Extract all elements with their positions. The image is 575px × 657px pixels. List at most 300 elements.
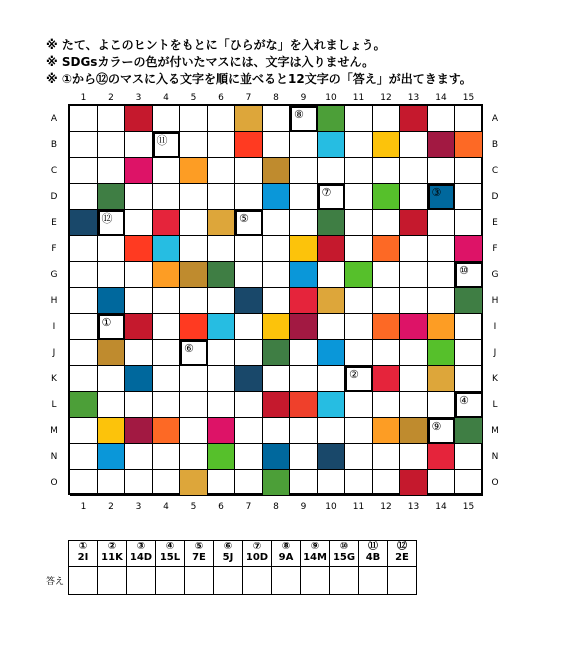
blank-cell[interactable] — [290, 418, 318, 444]
blank-cell[interactable] — [235, 314, 263, 340]
answer-label: 答え — [46, 577, 65, 587]
colored-cell — [98, 340, 126, 366]
blank-cell[interactable] — [125, 210, 153, 236]
row-label-right-e: E — [492, 218, 498, 228]
marked-cell[interactable] — [290, 106, 318, 132]
blank-cell[interactable] — [318, 366, 346, 392]
colored-cell — [318, 210, 346, 236]
blank-cell[interactable] — [98, 132, 126, 158]
answer-input-cell[interactable] — [185, 567, 214, 595]
colored-cell — [290, 392, 318, 418]
colored-cell — [70, 392, 98, 418]
colored-cell — [455, 418, 483, 444]
colored-cell — [263, 340, 291, 366]
blank-cell[interactable] — [400, 340, 428, 366]
answer-clue: 15G — [330, 552, 359, 567]
marked-cell[interactable] — [98, 210, 126, 236]
instruction-line-2: ※ SDGsカラーの色が付いたマスには、文字は入りません。 — [46, 55, 375, 69]
blank-cell[interactable] — [263, 106, 291, 132]
blank-cell[interactable] — [153, 288, 181, 314]
column-label-top-4: 4 — [163, 93, 169, 103]
marked-cell[interactable] — [345, 366, 373, 392]
colored-cell — [98, 444, 126, 470]
blank-cell[interactable] — [235, 158, 263, 184]
answer-input-cell[interactable] — [69, 567, 98, 595]
blank-cell[interactable] — [400, 158, 428, 184]
marked-cell[interactable] — [98, 314, 126, 340]
blank-cell[interactable] — [235, 340, 263, 366]
blank-cell[interactable] — [455, 314, 483, 340]
blank-cell[interactable] — [125, 288, 153, 314]
blank-cell[interactable] — [98, 470, 126, 496]
answer-symbol: ⑩ — [330, 541, 359, 553]
blank-cell[interactable] — [153, 340, 181, 366]
blank-cell[interactable] — [428, 288, 456, 314]
colored-cell — [208, 262, 236, 288]
colored-cell — [263, 158, 291, 184]
colored-cell — [318, 106, 346, 132]
blank-cell[interactable] — [373, 262, 401, 288]
blank-cell[interactable] — [98, 262, 126, 288]
blank-cell[interactable] — [373, 158, 401, 184]
colored-cell — [263, 314, 291, 340]
answer-input-cell[interactable] — [330, 567, 359, 595]
blank-cell[interactable] — [153, 184, 181, 210]
row-label-right-g: G — [491, 270, 499, 280]
marked-cell[interactable] — [455, 392, 483, 418]
column-label-top-7: 7 — [245, 93, 252, 103]
row-label-left-m: M — [50, 426, 58, 436]
colored-cell — [125, 236, 153, 262]
blank-cell[interactable] — [180, 132, 208, 158]
blank-cell[interactable] — [400, 366, 428, 392]
blank-cell[interactable] — [70, 184, 98, 210]
answer-symbol: ⑧ — [272, 541, 301, 553]
colored-cell — [373, 132, 401, 158]
colored-cell — [125, 158, 153, 184]
blank-cell[interactable] — [153, 314, 181, 340]
blank-cell[interactable] — [180, 444, 208, 470]
marked-cell[interactable] — [455, 262, 483, 288]
answer-input-cell[interactable] — [272, 567, 301, 595]
colored-cell — [235, 288, 263, 314]
blank-cell[interactable] — [208, 470, 236, 496]
blank-cell[interactable] — [428, 158, 456, 184]
cell-marker-number: ⑪ — [156, 134, 168, 147]
blank-cell[interactable] — [290, 366, 318, 392]
row-label-right-a: A — [491, 114, 499, 124]
colored-cell — [428, 340, 456, 366]
blank-cell[interactable] — [345, 444, 373, 470]
colored-cell — [290, 288, 318, 314]
answer-clue: 2E — [388, 552, 417, 567]
blank-cell[interactable] — [208, 132, 236, 158]
colored-cell — [373, 184, 401, 210]
blank-cell[interactable] — [208, 236, 236, 262]
row-label-left-f: F — [51, 244, 57, 254]
blank-cell[interactable] — [400, 184, 428, 210]
answer-clue: 7E — [185, 552, 214, 567]
marked-cell[interactable] — [428, 418, 456, 444]
colored-cell — [400, 106, 428, 132]
crossword-grid — [68, 104, 483, 495]
row-label-right-d: D — [491, 192, 499, 202]
row-label-left-n: N — [50, 452, 58, 462]
blank-cell[interactable] — [263, 262, 291, 288]
blank-cell[interactable] — [70, 236, 98, 262]
column-label-top-15: 15 — [462, 93, 475, 103]
colored-cell — [180, 158, 208, 184]
column-label-bottom-6: 6 — [218, 502, 224, 512]
blank-cell[interactable] — [345, 470, 373, 496]
colored-cell — [208, 418, 236, 444]
marked-cell[interactable] — [180, 340, 208, 366]
colored-cell — [318, 340, 346, 366]
blank-cell[interactable] — [455, 210, 483, 236]
blank-cell[interactable] — [345, 184, 373, 210]
colored-cell — [428, 444, 456, 470]
column-label-bottom-4: 4 — [163, 502, 169, 512]
row-label-right-f: F — [492, 244, 498, 254]
blank-cell[interactable] — [400, 236, 428, 262]
colored-cell — [235, 106, 263, 132]
cell-marker-number: ③ — [431, 186, 442, 199]
colored-cell — [208, 444, 236, 470]
colored-cell — [125, 366, 153, 392]
blank-cell[interactable] — [373, 288, 401, 314]
colored-cell — [235, 132, 263, 158]
answer-table — [68, 540, 417, 595]
blank-cell[interactable] — [400, 262, 428, 288]
blank-cell[interactable] — [153, 366, 181, 392]
blank-cell[interactable] — [318, 470, 346, 496]
blank-cell[interactable] — [180, 392, 208, 418]
blank-cell[interactable] — [125, 470, 153, 496]
cell-marker-number: ⑦ — [321, 186, 332, 199]
blank-cell[interactable] — [180, 106, 208, 132]
colored-cell — [263, 470, 291, 496]
cell-marker-number: ① — [101, 316, 112, 329]
blank-cell[interactable] — [455, 184, 483, 210]
cell-marker-number: ⑨ — [431, 420, 442, 433]
row-label-left-l: L — [51, 400, 57, 410]
blank-cell[interactable] — [345, 418, 373, 444]
column-label-top-11: 11 — [352, 93, 365, 103]
blank-cell[interactable] — [70, 418, 98, 444]
answer-symbol: ③ — [127, 541, 156, 553]
row-label-left-h: H — [50, 296, 58, 306]
blank-cell[interactable] — [263, 418, 291, 444]
column-label-top-14: 14 — [435, 93, 447, 103]
answer-clue: 11K — [98, 552, 127, 567]
blank-cell[interactable] — [345, 106, 373, 132]
blank-cell[interactable] — [180, 366, 208, 392]
blank-cell[interactable] — [235, 184, 263, 210]
blank-cell[interactable] — [345, 132, 373, 158]
blank-cell[interactable] — [235, 418, 263, 444]
blank-cell[interactable] — [290, 184, 318, 210]
blank-cell[interactable] — [235, 470, 263, 496]
row-label-left-e: E — [51, 218, 57, 228]
blank-cell[interactable] — [428, 236, 456, 262]
colored-cell — [180, 262, 208, 288]
column-label-bottom-15: 15 — [462, 502, 475, 512]
blank-cell[interactable] — [180, 184, 208, 210]
blank-cell[interactable] — [235, 262, 263, 288]
column-label-bottom-8: 8 — [273, 502, 279, 512]
blank-cell[interactable] — [318, 262, 346, 288]
blank-cell[interactable] — [345, 392, 373, 418]
row-label-right-b: B — [491, 140, 499, 150]
column-label-bottom-7: 7 — [245, 502, 252, 512]
answer-symbol: ⑤ — [185, 541, 214, 553]
blank-cell[interactable] — [400, 444, 428, 470]
row-label-right-i: I — [493, 322, 497, 332]
colored-cell — [318, 392, 346, 418]
answer-symbol: ⑦ — [243, 541, 272, 553]
blank-cell[interactable] — [125, 262, 153, 288]
blank-cell[interactable] — [455, 158, 483, 184]
blank-cell[interactable] — [153, 470, 181, 496]
colored-cell — [208, 210, 236, 236]
blank-cell[interactable] — [70, 340, 98, 366]
blank-cell[interactable] — [180, 418, 208, 444]
colored-cell — [290, 236, 318, 262]
colored-cell — [373, 236, 401, 262]
colored-cell — [373, 366, 401, 392]
colored-cell — [428, 366, 456, 392]
answer-clue: 4B — [359, 552, 388, 567]
column-label-bottom-11: 11 — [352, 502, 365, 512]
blank-cell[interactable] — [455, 366, 483, 392]
colored-cell — [125, 418, 153, 444]
blank-cell[interactable] — [428, 392, 456, 418]
blank-cell[interactable] — [400, 392, 428, 418]
blank-cell[interactable] — [345, 288, 373, 314]
blank-cell[interactable] — [98, 158, 126, 184]
row-label-right-k: K — [492, 374, 498, 384]
blank-cell[interactable] — [263, 288, 291, 314]
colored-cell — [98, 184, 126, 210]
blank-cell[interactable] — [345, 236, 373, 262]
blank-cell[interactable] — [208, 366, 236, 392]
blank-cell[interactable] — [235, 236, 263, 262]
blank-cell[interactable] — [263, 236, 291, 262]
blank-cell[interactable] — [373, 106, 401, 132]
column-label-bottom-2: 2 — [108, 502, 114, 512]
blank-cell[interactable] — [345, 340, 373, 366]
blank-cell[interactable] — [70, 262, 98, 288]
blank-cell[interactable] — [208, 158, 236, 184]
blank-cell[interactable] — [208, 106, 236, 132]
blank-cell[interactable] — [98, 236, 126, 262]
blank-cell[interactable] — [455, 106, 483, 132]
blank-cell[interactable] — [373, 444, 401, 470]
row-label-left-k: K — [51, 374, 57, 384]
blank-cell[interactable] — [318, 158, 346, 184]
blank-cell[interactable] — [428, 106, 456, 132]
row-label-right-l: L — [492, 400, 498, 410]
blank-cell[interactable] — [455, 444, 483, 470]
cell-marker-number: ⑩ — [459, 264, 469, 277]
colored-cell — [345, 262, 373, 288]
blank-cell[interactable] — [70, 314, 98, 340]
blank-cell[interactable] — [153, 392, 181, 418]
blank-cell[interactable] — [290, 132, 318, 158]
row-label-left-g: G — [50, 270, 58, 280]
answer-input-cell[interactable] — [388, 567, 417, 595]
colored-cell — [400, 210, 428, 236]
blank-cell[interactable] — [208, 288, 236, 314]
blank-cell[interactable] — [345, 158, 373, 184]
blank-cell[interactable] — [290, 340, 318, 366]
blank-cell[interactable] — [263, 210, 291, 236]
colored-cell — [125, 314, 153, 340]
column-label-top-6: 6 — [218, 93, 224, 103]
column-label-bottom-14: 14 — [435, 502, 447, 512]
blank-cell[interactable] — [125, 184, 153, 210]
blank-cell[interactable] — [180, 236, 208, 262]
answer-input-cell[interactable] — [98, 567, 127, 595]
column-label-bottom-3: 3 — [135, 502, 142, 512]
row-label-left-i: I — [52, 322, 56, 332]
colored-cell — [455, 288, 483, 314]
cell-marker-number: ⑧ — [294, 108, 304, 121]
blank-cell[interactable] — [180, 288, 208, 314]
colored-cell — [318, 236, 346, 262]
answer-clue: 14D — [127, 552, 156, 567]
cell-marker-number: ⑤ — [239, 212, 249, 225]
blank-cell[interactable] — [263, 132, 291, 158]
answer-input-cell[interactable] — [214, 567, 243, 595]
blank-cell[interactable] — [400, 132, 428, 158]
blank-cell[interactable] — [318, 418, 346, 444]
row-label-right-h: H — [491, 296, 499, 306]
colored-cell — [98, 288, 126, 314]
blank-cell[interactable] — [125, 340, 153, 366]
colored-cell — [153, 418, 181, 444]
blank-cell[interactable] — [70, 288, 98, 314]
blank-cell[interactable] — [428, 470, 456, 496]
colored-cell — [373, 418, 401, 444]
column-label-top-1: 1 — [80, 93, 87, 103]
blank-cell[interactable] — [345, 314, 373, 340]
answer-clue: 9A — [272, 552, 301, 567]
column-label-top-10: 10 — [325, 93, 337, 103]
blank-cell[interactable] — [290, 444, 318, 470]
row-label-right-c: C — [491, 166, 499, 176]
blank-cell[interactable] — [125, 132, 153, 158]
blank-cell[interactable] — [235, 444, 263, 470]
colored-cell — [373, 314, 401, 340]
blank-cell[interactable] — [318, 314, 346, 340]
blank-cell[interactable] — [455, 470, 483, 496]
row-label-left-d: D — [50, 192, 58, 202]
blank-cell[interactable] — [208, 392, 236, 418]
blank-cell[interactable] — [455, 340, 483, 366]
blank-cell[interactable] — [290, 158, 318, 184]
colored-cell — [428, 314, 456, 340]
marked-cell[interactable] — [235, 210, 263, 236]
blank-cell[interactable] — [373, 470, 401, 496]
colored-cell — [263, 444, 291, 470]
row-label-right-j: J — [493, 348, 497, 358]
blank-cell[interactable] — [70, 106, 98, 132]
colored-cell — [125, 106, 153, 132]
blank-cell[interactable] — [290, 210, 318, 236]
blank-cell[interactable] — [400, 288, 428, 314]
answer-input-cell[interactable] — [359, 567, 388, 595]
answer-clue: 15L — [156, 552, 185, 567]
marked-cell[interactable] — [153, 132, 181, 158]
answer-symbol: ⑨ — [301, 541, 330, 553]
blank-cell[interactable] — [70, 158, 98, 184]
blank-cell[interactable] — [428, 210, 456, 236]
blank-cell[interactable] — [373, 340, 401, 366]
colored-cell — [400, 470, 428, 496]
colored-cell — [153, 210, 181, 236]
answer-clue: 10D — [243, 552, 272, 567]
blank-cell[interactable] — [208, 340, 236, 366]
instruction-line-1: ※ たて、よこのヒントをもとに「ひらがな」を入れましょう。 — [46, 38, 386, 52]
blank-cell[interactable] — [180, 210, 208, 236]
blank-cell[interactable] — [153, 158, 181, 184]
blank-cell[interactable] — [235, 392, 263, 418]
column-label-bottom-12: 12 — [380, 502, 392, 512]
colored-cell — [153, 262, 181, 288]
colored-cell — [208, 314, 236, 340]
answer-symbol: ④ — [156, 541, 185, 553]
marked-cell[interactable] — [318, 184, 346, 210]
blank-cell[interactable] — [70, 132, 98, 158]
blank-cell[interactable] — [70, 470, 98, 496]
blank-cell[interactable] — [98, 366, 126, 392]
colored-cell — [318, 444, 346, 470]
blank-cell[interactable] — [373, 392, 401, 418]
column-label-bottom-1: 1 — [80, 502, 87, 512]
colored-cell — [180, 314, 208, 340]
column-label-top-13: 13 — [407, 93, 420, 103]
blank-cell[interactable] — [98, 106, 126, 132]
colored-cell — [290, 314, 318, 340]
answer-input-cell[interactable] — [127, 567, 156, 595]
cell-marker-number: ⑥ — [184, 342, 194, 355]
blank-cell[interactable] — [125, 444, 153, 470]
blank-cell[interactable] — [153, 444, 181, 470]
blank-cell[interactable] — [263, 366, 291, 392]
answer-clue: 5J — [214, 552, 243, 567]
answer-input-cell[interactable] — [243, 567, 272, 595]
blank-cell[interactable] — [153, 106, 181, 132]
answer-input-cell[interactable] — [156, 567, 185, 595]
answer-symbol: ① — [69, 541, 98, 553]
blank-cell[interactable] — [208, 184, 236, 210]
blank-cell[interactable] — [70, 444, 98, 470]
answer-input-cell[interactable] — [301, 567, 330, 595]
row-label-right-o: O — [491, 478, 499, 488]
column-label-top-3: 3 — [135, 93, 142, 103]
blank-cell[interactable] — [70, 366, 98, 392]
blank-cell[interactable] — [373, 210, 401, 236]
colored-cell — [318, 288, 346, 314]
blank-cell[interactable] — [428, 262, 456, 288]
blank-cell[interactable] — [345, 210, 373, 236]
blank-cell[interactable] — [125, 392, 153, 418]
row-label-left-a: A — [50, 114, 58, 124]
blank-cell[interactable] — [290, 470, 318, 496]
blank-cell[interactable] — [98, 392, 126, 418]
colored-cell — [70, 210, 98, 236]
